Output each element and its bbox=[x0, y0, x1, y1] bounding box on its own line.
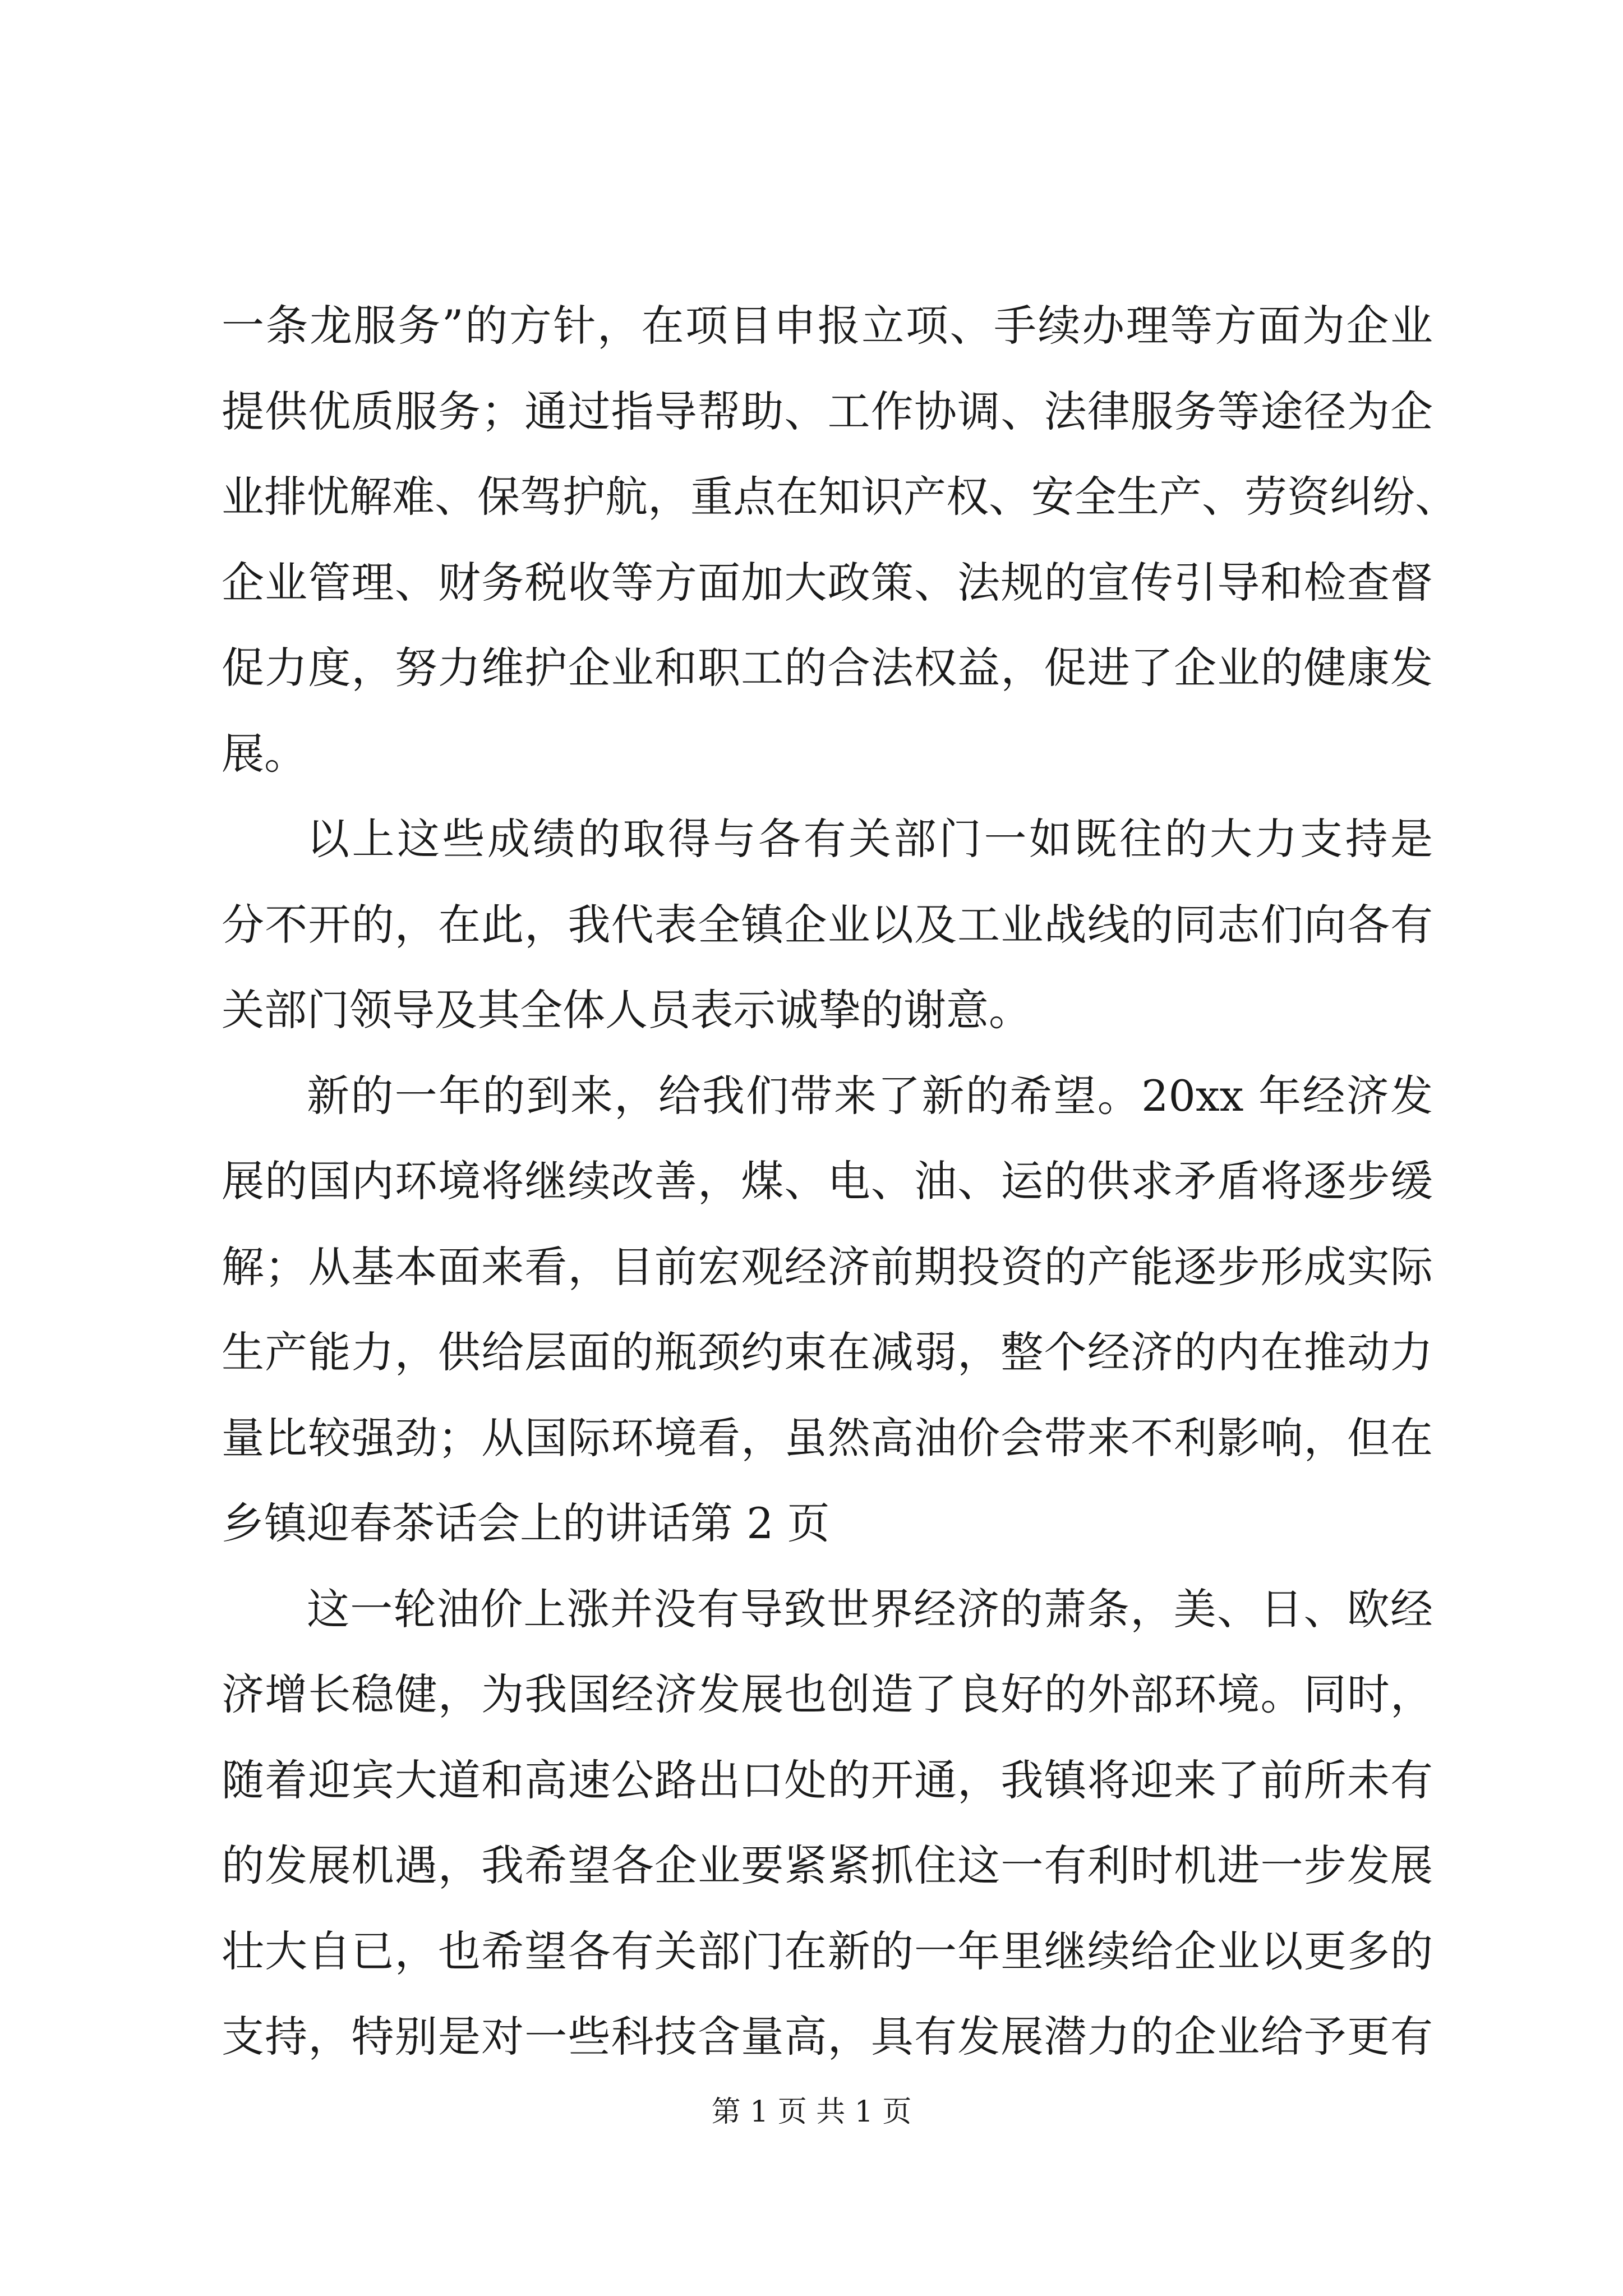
text-line: 展。 bbox=[222, 728, 307, 779]
page-number-label: 第 1 页 共 1 页 bbox=[711, 2095, 912, 2129]
text-line: 关部门领导及其全体人员表示诚挚的谢意。 bbox=[222, 985, 1031, 1035]
text-line: 这一轮油价上涨并没有导致世界经济的萧条，美、日、欧经 bbox=[307, 1584, 1433, 1634]
paragraph bbox=[222, 1053, 1433, 1567]
paragraph bbox=[222, 797, 1433, 1053]
page-footer bbox=[0, 2092, 1623, 2132]
text-line: 支持，特别是对一些科技含量高，具有发展潜力的企业给予更有 bbox=[222, 2012, 1433, 2062]
text-line: 随着迎宾大道和高速公路出口处的开通，我镇将迎来了前所未有 bbox=[222, 1755, 1433, 1805]
page-marker-line: 乡镇迎春茶话会上的讲话第 2 页 bbox=[222, 1498, 830, 1548]
text-line: 以上这些成绩的取得与各有关部门一如既往的大力支持是 bbox=[307, 814, 1433, 864]
paragraph bbox=[222, 283, 1458, 797]
text-line: 量比较强劲；从国际环境看，虽然高油价会带来不利影响，但在 bbox=[222, 1412, 1433, 1463]
text-line: 一条龙服务”的方针，在项目申报立项、手续办理等方面为企业 bbox=[222, 301, 1433, 351]
text-line: 济增长稳健，为我国经济发展也创造了良好的外部环境。同时， bbox=[222, 1669, 1433, 1719]
document-body bbox=[222, 283, 1458, 2080]
text-line: 提供优质服务；通过指导帮助、工作协调、法律服务等途径为企 bbox=[222, 386, 1433, 436]
text-line: 展的国内环境将继续改善，煤、电、油、运的供求矛盾将逐步缓 bbox=[222, 1156, 1433, 1206]
text-line: 分不开的，在此，我代表全镇企业以及工业战线的同志们向各有 bbox=[222, 899, 1433, 950]
text-line: 的发展机遇，我希望各企业要紧紧抓住这一有利时机进一步发展 bbox=[222, 1841, 1433, 1890]
text-line: 企业管理、财务税收等方面加大政策、法规的宣传引导和检查督 bbox=[222, 557, 1433, 608]
text-line: 业排忧解难、保驾护航，重点在知识产权、安全生产、劳资纠纷、 bbox=[222, 472, 1458, 522]
text-line: 促力度，努力维护企业和职工的合法权益，促进了企业的健康发 bbox=[222, 643, 1433, 693]
paragraph bbox=[222, 1567, 1433, 2080]
text-line: 解；从基本面来看，目前宏观经济前期投资的产能逐步形成实际 bbox=[222, 1241, 1433, 1292]
text-line: 新的一年的到来，给我们带来了新的希望。20xx 年经济发 bbox=[307, 1070, 1433, 1121]
text-line: 壮大自已，也希望各有关部门在新的一年里继续给企业以更多的 bbox=[222, 1926, 1433, 1976]
text-line: 生产能力，供给层面的瓶颈约束在减弱，整个经济的内在推动力 bbox=[222, 1327, 1433, 1377]
